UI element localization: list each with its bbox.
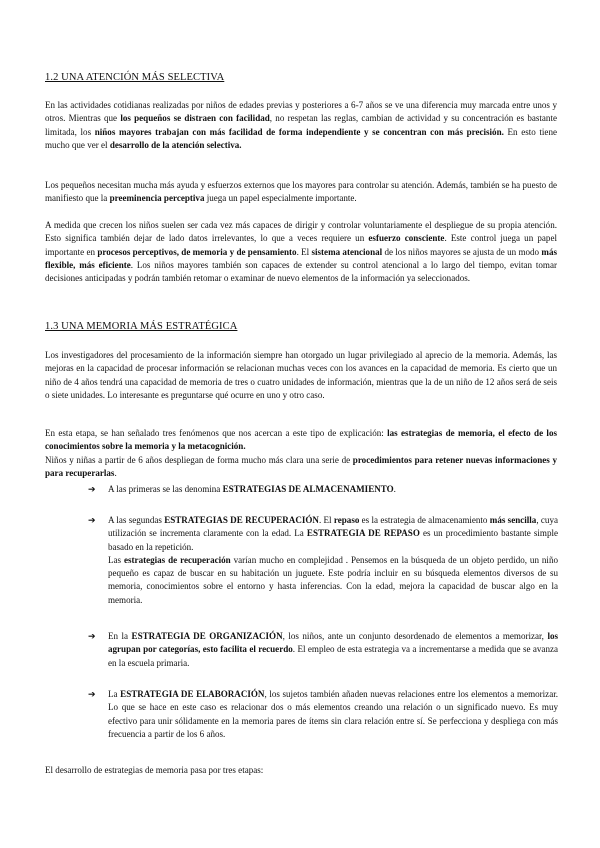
- paragraph-memoria-2: En esta etapa, se han señalado tres fenómenos que nos acercan a este tipo de explicación: las estrategias de memoria, el efecto de los conocimientos sobre la memoria y la metacognición.: [45, 428, 557, 452]
- arrow-right-icon: ➔: [88, 515, 96, 525]
- paragraph-atencion-2: Los pequeños necesitan mucha más ayuda y esfuerzos externos que los mayores para controlar su atención. Además, también se ha puesto de manifiesto que la preeminencia perceptiva juega un papel especialmente importante.: [45, 180, 557, 204]
- bullet-organizacion: ➔ En la ESTRATEGIA DE ORGANIZACIÓN, los niños, ante un conjunto desordenado de elementos a memorizar, los agrupan por categorías, esto facilita el recuerdo. El empleo de esta estrategia va a incrementarse a medida que se avanza en la escuela primaria.: [88, 631, 558, 668]
- arrow-right-icon: ➔: [88, 484, 96, 494]
- bullet-recuperacion-part-2: Las estrategias de recuperación varían mucho en complejidad . Pensemos en la búsqueda de un objeto perdido, un niño pequeño es capaz de buscar en su habitación un juguete. Este podría incluir en su búsqueda elementos diversos de su memoria, conocimientos sobre el entorno y hasta inferencias. Con la edad, mejora la capacidad de buscar algo en la memoria.: [108, 554, 558, 605]
- bullet-elaboracion: ➔ La ESTRATEGIA DE ELABORACIÓN, los sujetos también añaden nuevas relaciones entre los elementos a memorizar. Lo que se hace en este caso es relacionar dos o más elementos creando una relación o un significado nuevo. Es muy efectivo para unir sólidamente en la memoria pares de ítems sin clara relación entre sí. Se perfecciona y despliega con más frecuencia a partir de los 6 años.: [88, 689, 558, 739]
- section-heading-memoria: 1.3 UNA MEMORIA MÁS ESTRATÉGICA: [45, 321, 238, 332]
- bullet-almacenamiento: ➔ A las primeras se las denomina ESTRATEGIAS DE ALMACENAMIENTO.: [88, 483, 558, 496]
- arrow-right-icon: ➔: [88, 689, 96, 699]
- paragraph-atencion-1: En las actividades cotidianas realizadas por niños de edades previas y posteriores a 6-7 años se ve una diferencia muy marcada entre unos y otros. Mientras que los pequeños se distraen con facilidad, no respetan las reglas, cambian de actividad y su concentración es bastante limitada, los niños mayores trabajan con más facilidad de forma independiente y se concentran con más precisión. En esto tiene mucho que ver el desarrollo de la atención selectiva.: [45, 100, 557, 150]
- arrow-right-icon: ➔: [88, 631, 96, 641]
- section-heading-atencion: 1.2 UNA ATENCIÓN MÁS SELECTIVA: [45, 72, 225, 83]
- bullet-recuperacion-part-1: A las segundas ESTRATEGIAS DE RECUPERACIÓN. El repaso es la estrategia de almacenamiento más sencilla, cuya utilización se incrementa claramente con la edad. La ESTRATEGIA DE REPASO es un procedimiento bastante simple basado en la repetición.: [108, 515, 558, 552]
- bullet-recuperacion: [88, 514, 558, 607]
- paragraph-memoria-3: Niños y niñas a partir de 6 años despliegan de forma mucho más clara una serie de procedimientos para retener nuevas informaciones y para recuperarlas.: [45, 455, 557, 479]
- paragraph-atencion-3: A medida que crecen los niños suelen ser cada vez más capaces de dirigir y controlar voluntariamente el despliegue de su propia atención. Esto significa también dejar de lado datos irrelevantes, lo que a veces requiere un esfuerzo consciente. Este control juega un papel importante en procesos perceptivos, de memoria y de pensamiento. El sistema atencional de los niños mayores se ajusta de un modo más flexible, más eficiente. Los niños mayores también son capaces de extender su control atencional a lo largo del tiempo, evitan tomar decisiones anticipadas y podrán también retomar o examinar de nuevo elementos de la información ya seleccionados.: [45, 220, 557, 284]
- paragraph-closing: El desarrollo de estrategias de memoria pasa por tres etapas:: [45, 765, 264, 775]
- paragraph-memoria-1: Los investigadores del procesamiento de la información siempre han otorgado un lugar privilegiado al aprecio de la memoria. Además, las mejoras en la capacidad de procesar información se relacionan muchas veces con los avances en la capacidad de memoria. Es cierto que un niño de 4 años tendrá una capacidad de memoria de tres o cuatro unidades de información, mientras que la de un niño de 12 años será de seis o siete unidades. Lo interesante es preguntarse qué ocurre en uno y otro caso.: [45, 350, 557, 400]
